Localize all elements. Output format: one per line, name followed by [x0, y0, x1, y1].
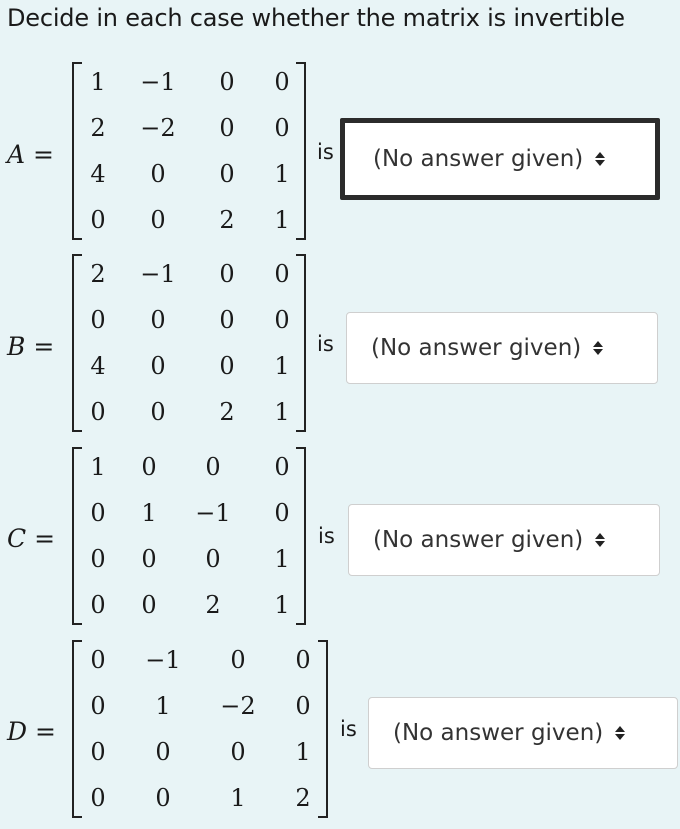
- matrix-cell: 1: [274, 160, 290, 188]
- question-prompt: Decide in each case whether the matrix is invertible: [7, 4, 625, 32]
- sort-arrows-icon: [593, 530, 607, 550]
- select-value: (No answer given): [373, 146, 584, 172]
- matrix-cell: 2: [219, 206, 235, 234]
- matrix-cell: 1: [274, 591, 290, 619]
- is-label: is: [317, 332, 334, 356]
- matrix-cell: 0: [90, 784, 106, 812]
- left-bracket: [72, 447, 82, 625]
- matrix-cell: 0: [150, 306, 166, 334]
- matrix-cell: 4: [90, 352, 106, 380]
- matrix-cell: 0: [295, 646, 311, 674]
- sort-arrows-icon: [613, 723, 627, 743]
- answer-select-b[interactable]: [346, 312, 658, 384]
- matrix-cell: 0: [205, 545, 221, 573]
- matrix-cell: 0: [150, 160, 166, 188]
- matrix-c: [72, 447, 306, 625]
- answer-select-a[interactable]: [340, 118, 660, 200]
- matrix-cell: 0: [219, 260, 235, 288]
- matrix-cell: 0: [90, 738, 106, 766]
- right-bracket: [296, 62, 306, 240]
- matrix-cell: 2: [205, 591, 221, 619]
- matrix-cell: 2: [219, 398, 235, 426]
- answer-select-c[interactable]: [348, 504, 660, 576]
- matrix-cell: 0: [274, 306, 290, 334]
- matrix-cell: 0: [141, 545, 157, 573]
- matrix-cell: −2: [220, 692, 256, 720]
- matrix-cell: 1: [274, 206, 290, 234]
- matrix-cell: 2: [90, 114, 106, 142]
- left-bracket: [72, 640, 82, 818]
- matrix-cell: 0: [219, 306, 235, 334]
- matrix-cell: 1: [274, 398, 290, 426]
- matrix-cell: 1: [230, 784, 246, 812]
- matrix-cell: 0: [230, 646, 246, 674]
- right-bracket: [318, 640, 328, 818]
- right-bracket: [296, 447, 306, 625]
- is-label: is: [340, 717, 357, 741]
- select-value: (No answer given): [371, 335, 582, 361]
- matrix-cell: 1: [274, 352, 290, 380]
- matrix-cell: 0: [90, 398, 106, 426]
- matrix-cell: 0: [155, 784, 171, 812]
- sort-arrows-icon: [593, 149, 607, 169]
- matrix-cell: 0: [230, 738, 246, 766]
- matrix-cell: 0: [90, 646, 106, 674]
- is-label: is: [317, 140, 334, 164]
- matrix-cell: 0: [274, 453, 290, 481]
- matrix-cell: 0: [274, 114, 290, 142]
- matrix-cell: 0: [274, 499, 290, 527]
- matrix-cell: 0: [90, 206, 106, 234]
- matrix-cell: 0: [219, 160, 235, 188]
- matrix-cell: 4: [90, 160, 106, 188]
- matrix-cell: −1: [195, 499, 231, 527]
- matrix-cell: 0: [274, 260, 290, 288]
- matrix-cell: −1: [140, 68, 176, 96]
- matrix-cell: 0: [150, 206, 166, 234]
- answer-select-d[interactable]: [368, 697, 678, 769]
- matrix-cell: 1: [295, 738, 311, 766]
- matrix-cell: 0: [205, 453, 221, 481]
- matrix-cell: 0: [274, 68, 290, 96]
- matrix-cell: −1: [145, 646, 181, 674]
- matrix-a-label: A =: [7, 140, 54, 169]
- matrix-cell: 1: [90, 453, 106, 481]
- matrix-cell: 0: [150, 352, 166, 380]
- matrix-d-label: D =: [7, 717, 56, 746]
- matrix-cell: −1: [140, 260, 176, 288]
- matrix-cell: 0: [219, 68, 235, 96]
- matrix-c-label: C =: [7, 524, 56, 553]
- select-value: (No answer given): [393, 720, 604, 746]
- matrix-cell: 0: [219, 352, 235, 380]
- matrix-cell: 1: [155, 692, 171, 720]
- matrix-d: [72, 640, 328, 818]
- left-bracket: [72, 62, 82, 240]
- is-label: is: [318, 524, 335, 548]
- matrix-cell: 2: [90, 260, 106, 288]
- matrix-a: [72, 62, 306, 240]
- matrix-cell: 0: [155, 738, 171, 766]
- matrix-cell: 1: [274, 545, 290, 573]
- matrix-cell: 0: [90, 591, 106, 619]
- matrix-cell: 0: [90, 692, 106, 720]
- select-value: (No answer given): [373, 527, 584, 553]
- matrix-cell: 2: [295, 784, 311, 812]
- matrix-b-label: B =: [7, 332, 55, 361]
- matrix-cell: 0: [295, 692, 311, 720]
- sort-arrows-icon: [591, 338, 605, 358]
- matrix-cell: 0: [141, 591, 157, 619]
- matrix-cell: 0: [141, 453, 157, 481]
- matrix-cell: 0: [219, 114, 235, 142]
- right-bracket: [296, 254, 306, 432]
- matrix-cell: 1: [141, 499, 157, 527]
- matrix-b: [72, 254, 306, 432]
- matrix-cell: 0: [150, 398, 166, 426]
- matrix-cell: −2: [140, 114, 176, 142]
- matrix-cell: 0: [90, 306, 106, 334]
- left-bracket: [72, 254, 82, 432]
- matrix-cell: 1: [90, 68, 106, 96]
- matrix-cell: 0: [90, 545, 106, 573]
- matrix-cell: 0: [90, 499, 106, 527]
